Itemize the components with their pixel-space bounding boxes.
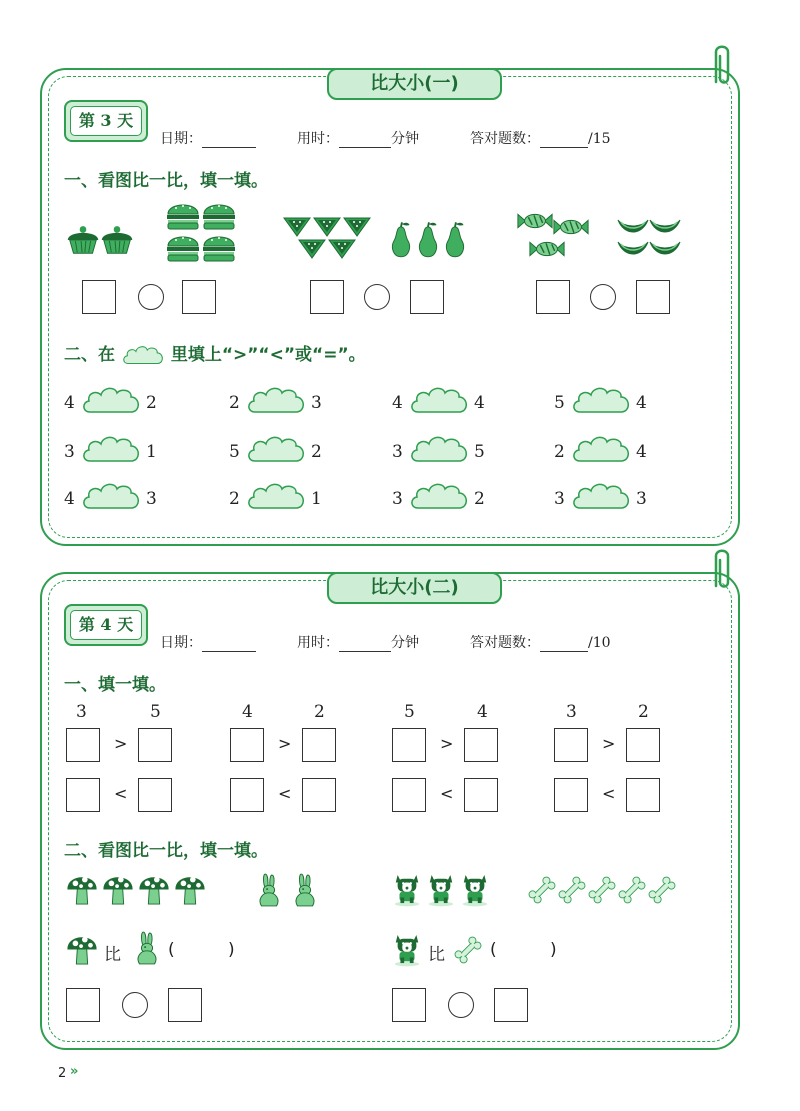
melon-peel-icon: [616, 216, 650, 238]
number: 2: [229, 393, 240, 413]
dog-icon: [426, 870, 456, 908]
number: 4: [636, 442, 647, 462]
bone-icon: [556, 874, 588, 906]
number: 5: [474, 442, 485, 462]
cloud-answer-slot[interactable]: [408, 384, 470, 416]
burger-icon: [166, 202, 200, 230]
watermelon-slice-icon: [327, 238, 357, 260]
answer-box[interactable]: [230, 778, 264, 812]
minutes-label: 分钟: [391, 635, 419, 651]
day-label: 第 4 天: [70, 610, 142, 640]
less-than-sign: <: [114, 784, 128, 803]
score-blank[interactable]: [540, 637, 588, 652]
paren-close: ): [228, 940, 235, 960]
time-blank[interactable]: [339, 637, 391, 652]
candy-icon: [516, 210, 554, 232]
greater-than-sign: >: [602, 734, 616, 753]
answer-box[interactable]: [138, 778, 172, 812]
section-heading: 二、看图比一比，填一填。: [64, 841, 268, 861]
correct-label: 答对题数：: [470, 635, 540, 651]
number: 2: [146, 393, 157, 413]
date-label: 日期：: [160, 131, 202, 147]
number: 3: [146, 489, 157, 509]
number: 4: [477, 702, 488, 722]
time-field: [297, 632, 419, 652]
bone-icon: [586, 874, 618, 906]
number: 3: [311, 393, 322, 413]
number: 3: [76, 702, 87, 722]
number: 4: [636, 393, 647, 413]
score-field: [470, 632, 611, 652]
rabbit-icon: [254, 872, 284, 908]
date-label: 日期：: [160, 635, 202, 651]
answer-box[interactable]: [302, 728, 336, 762]
time-blank[interactable]: [339, 133, 391, 148]
dog-icon: [392, 930, 422, 968]
number: 4: [392, 393, 403, 413]
candy-icon: [552, 216, 590, 238]
date-field: [160, 128, 256, 148]
greater-than-sign: >: [440, 734, 454, 753]
paren-open: (: [490, 940, 497, 960]
watermelon-slice-icon: [282, 216, 312, 238]
bone-icon: [452, 934, 484, 966]
mushroom-icon: [66, 872, 98, 906]
number: 3: [636, 489, 647, 509]
cloud-answer-slot[interactable]: [245, 433, 307, 465]
correct-label: 答对题数：: [470, 131, 540, 147]
date-blank[interactable]: [202, 637, 256, 652]
bone-icon: [526, 874, 558, 906]
cloud-answer-slot[interactable]: [570, 433, 632, 465]
melon-peel-icon: [648, 216, 682, 238]
heading-part: 二、在: [64, 345, 115, 365]
number: 5: [404, 702, 415, 722]
number: 3: [566, 702, 577, 722]
number: 2: [314, 702, 325, 722]
candy-icon: [528, 238, 566, 260]
mushroom-icon: [174, 872, 206, 906]
melon-peel-icon: [648, 238, 682, 260]
answer-box[interactable]: [310, 280, 344, 314]
answer-box[interactable]: [464, 778, 498, 812]
section-heading: 一、填一填。: [64, 675, 166, 695]
number: 2: [229, 489, 240, 509]
pear-icon: [414, 220, 442, 260]
time-label: 用时：: [297, 635, 339, 651]
rabbit-icon: [132, 930, 162, 966]
time-field: [297, 128, 419, 148]
answer-box[interactable]: [626, 778, 660, 812]
day-badge: [64, 100, 148, 142]
time-label: 用时：: [297, 131, 339, 147]
answer-box[interactable]: [66, 728, 100, 762]
paren-open: (: [168, 940, 175, 960]
cloud-answer-slot[interactable]: [245, 480, 307, 512]
number: 4: [474, 393, 485, 413]
compare-circle[interactable]: [590, 284, 616, 310]
score-blank[interactable]: [540, 133, 588, 148]
paperclip-icon: [708, 546, 734, 592]
cupcake-icon: [64, 222, 102, 256]
dog-icon: [392, 870, 422, 908]
day-badge: [64, 604, 148, 646]
less-than-sign: <: [440, 784, 454, 803]
answer-box[interactable]: [464, 728, 498, 762]
lesson-card-3: [40, 68, 740, 546]
number: 5: [554, 393, 565, 413]
lesson-title: 比大小(一): [327, 68, 502, 100]
compare-circle[interactable]: [138, 284, 164, 310]
paren-close: ): [550, 940, 557, 960]
number: 4: [64, 489, 75, 509]
answer-box[interactable]: [82, 280, 116, 314]
answer-box[interactable]: [392, 988, 426, 1022]
watermelon-slice-icon: [342, 216, 372, 238]
lesson-card-4: [40, 572, 740, 1050]
compare-word: 比: [104, 945, 121, 965]
answer-box[interactable]: [410, 280, 444, 314]
day-label: 第 3 天: [70, 106, 142, 136]
number: 3: [392, 489, 403, 509]
chevron-right-icon: »: [70, 1064, 79, 1079]
compare-word: 比: [428, 945, 445, 965]
cloud-answer-slot[interactable]: [80, 480, 142, 512]
answer-box[interactable]: [494, 988, 528, 1022]
number: 4: [242, 702, 253, 722]
burger-icon: [202, 234, 236, 262]
greater-than-sign: >: [114, 734, 128, 753]
compare-circle[interactable]: [448, 992, 474, 1018]
answer-blank[interactable]: [182, 936, 226, 960]
answer-box[interactable]: [66, 988, 100, 1022]
section-heading: 一、看图比一比，填一填。: [64, 171, 268, 191]
cupcake-icon: [98, 222, 136, 256]
answer-box[interactable]: [66, 778, 100, 812]
answer-box[interactable]: [168, 988, 202, 1022]
answer-box[interactable]: [554, 728, 588, 762]
dog-icon: [460, 870, 490, 908]
rabbit-icon: [290, 872, 320, 908]
cloud-answer-slot[interactable]: [408, 433, 470, 465]
number: 2: [311, 442, 322, 462]
number: 3: [554, 489, 565, 509]
cloud-answer-slot[interactable]: [570, 480, 632, 512]
pear-icon: [441, 220, 469, 260]
paperclip-icon: [708, 42, 734, 88]
burger-icon: [202, 202, 236, 230]
compare-circle[interactable]: [122, 992, 148, 1018]
pear-icon: [387, 220, 415, 260]
score-field: [470, 128, 611, 148]
page-number: 2: [58, 1066, 67, 1081]
number: 5: [150, 702, 161, 722]
bone-icon: [646, 874, 678, 906]
number: 1: [311, 489, 322, 509]
cloud-answer-slot[interactable]: [245, 384, 307, 416]
answer-box[interactable]: [636, 280, 670, 314]
bone-icon: [616, 874, 648, 906]
greater-than-sign: >: [278, 734, 292, 753]
answer-box[interactable]: [392, 728, 426, 762]
cloud-icon: [121, 343, 165, 367]
cloud-answer-slot[interactable]: [408, 480, 470, 512]
number: 3: [64, 442, 75, 462]
answer-box[interactable]: [138, 728, 172, 762]
number: 2: [474, 489, 485, 509]
number: 3: [392, 442, 403, 462]
watermelon-slice-icon: [312, 216, 342, 238]
mushroom-icon: [138, 872, 170, 906]
burger-icon: [166, 234, 200, 262]
answer-box[interactable]: [626, 728, 660, 762]
less-than-sign: <: [278, 784, 292, 803]
answer-box[interactable]: [230, 728, 264, 762]
watermelon-slice-icon: [297, 238, 327, 260]
cloud-answer-slot[interactable]: [80, 384, 142, 416]
cloud-answer-slot[interactable]: [570, 384, 632, 416]
compare-circle[interactable]: [364, 284, 390, 310]
score-total: /10: [588, 635, 611, 651]
mushroom-icon: [66, 932, 98, 966]
mushroom-icon: [102, 872, 134, 906]
number: 2: [554, 442, 565, 462]
answer-box[interactable]: [554, 778, 588, 812]
number: 2: [638, 702, 649, 722]
number: 1: [146, 442, 157, 462]
answer-box[interactable]: [302, 778, 336, 812]
lesson-title: 比大小(二): [327, 572, 502, 604]
answer-box[interactable]: [536, 280, 570, 314]
number: 4: [64, 393, 75, 413]
score-total: /15: [588, 131, 611, 147]
melon-peel-icon: [616, 238, 650, 260]
number: 5: [229, 442, 240, 462]
section-heading: [64, 340, 366, 367]
heading-part: 里填上“>”“<”或“=”。: [170, 345, 366, 365]
cloud-answer-slot[interactable]: [80, 433, 142, 465]
minutes-label: 分钟: [391, 131, 419, 147]
less-than-sign: <: [602, 784, 616, 803]
answer-box[interactable]: [182, 280, 216, 314]
date-field: [160, 632, 256, 652]
answer-box[interactable]: [392, 778, 426, 812]
answer-blank[interactable]: [504, 936, 548, 960]
date-blank[interactable]: [202, 133, 256, 148]
